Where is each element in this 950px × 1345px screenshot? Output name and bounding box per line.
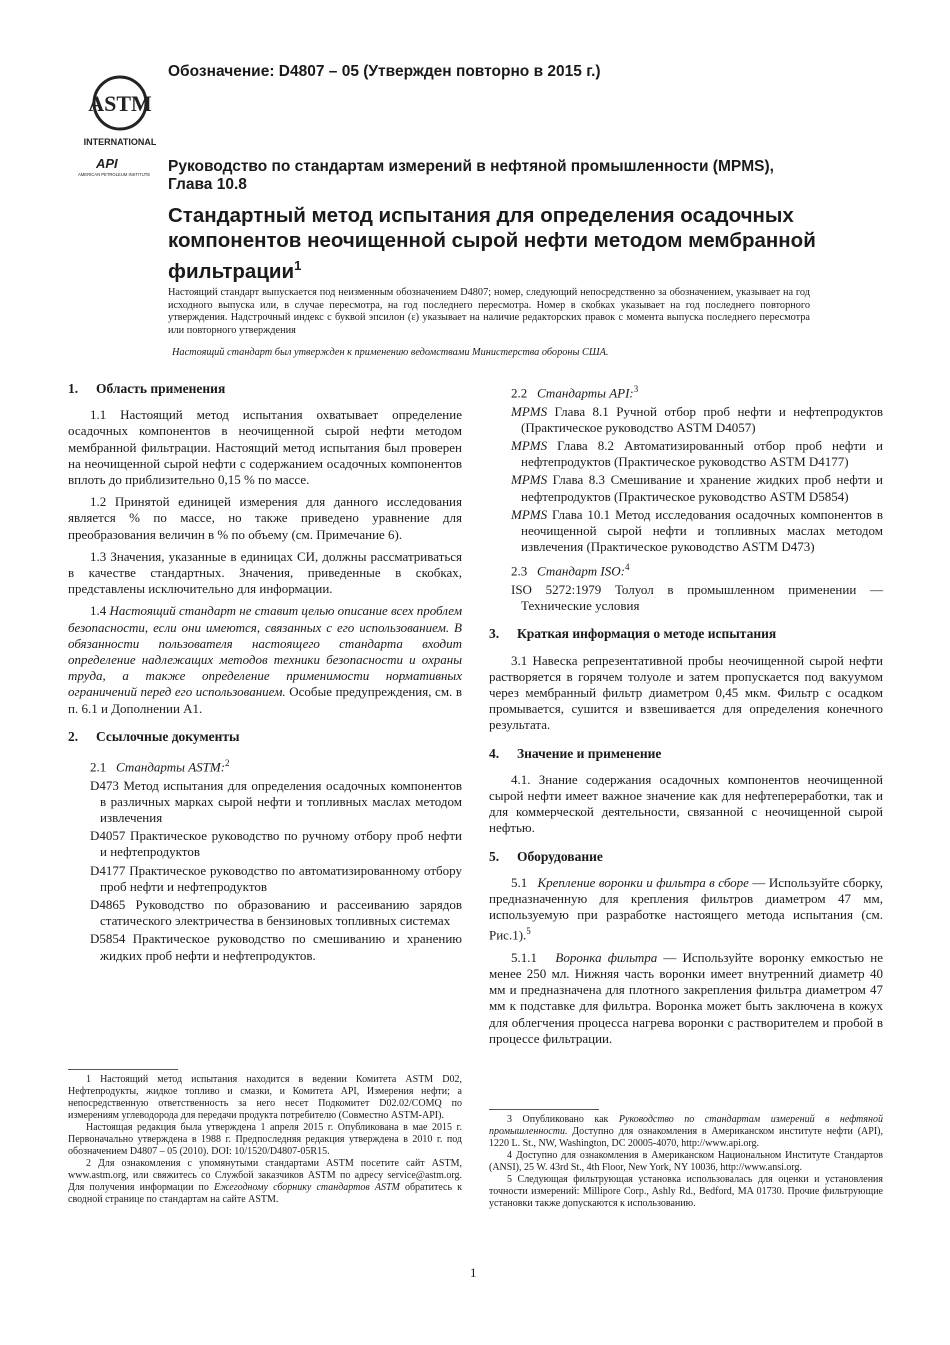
para-number: 2.3 <box>511 563 528 579</box>
astm-logo <box>84 73 156 147</box>
reference-item <box>511 438 883 470</box>
title-footnote-mark: 1 <box>294 258 302 273</box>
para-number: 5.1 <box>511 874 528 890</box>
mpms-label: MPMS <box>511 437 548 453</box>
section-title: Краткая информация о методе испытания <box>517 626 777 642</box>
item-name: Крепление воронки и фильтра в сборе <box>537 874 749 890</box>
astm-standards-label <box>90 755 462 776</box>
reference-item: ISO 5272:1979 Толуол в промышленном применении — Технические условия <box>511 581 883 614</box>
right-column <box>489 381 883 1053</box>
api-logo <box>76 157 160 177</box>
section-number: 3. <box>489 626 500 642</box>
reference-item <box>511 472 883 504</box>
section-4-heading <box>489 746 883 762</box>
section-title: Оборудование <box>517 848 603 864</box>
section-number: 1. <box>68 381 79 396</box>
mpms-label: MPMS <box>511 403 548 419</box>
title-text: Стандартный метод испытания для определения осадочных компонентов неочищенной сырой нефти методом мембранной фильтрации <box>168 204 816 283</box>
section-3-heading <box>489 626 883 642</box>
footnote-divider <box>68 1069 178 1070</box>
reference-text: Глава 8.2 Автоматизированный отбор проб нефти и нефтепродуктов (Практическое руководство ASTM D4177) <box>521 437 883 470</box>
section-1-heading <box>68 381 462 397</box>
reference-item: D473 Метод испытания для определения осадочных компонентов в различных марках сырой нефти и топливных маслах методом извлечения <box>90 777 462 825</box>
para-3-1: 3.1 Навеска репрезентативной пробы неочищенной сырой нефти растворяется в горячем толуоле и затем пропускается под вакуумом через мембранный фильтр диаметром 0,45 мкм. Фильтр с осадком промывается, сушится и взвешивается для определения конечного результата. <box>489 652 883 733</box>
section-5-heading <box>489 849 883 865</box>
label: Стандарт ISO: <box>537 563 625 579</box>
footnotes-left <box>68 1069 462 1206</box>
svg-text:INTERNATIONAL: INTERNATIONAL <box>84 137 156 147</box>
footnote-4: 4 Доступно для ознакомления в Американском Национальном Институте Стандартов (ANSI), 25 W. 43rd St., 4th Floor, New York, NY 10036, http://www.ansi.org. <box>489 1150 883 1173</box>
para-5-1 <box>489 875 883 944</box>
para-1-2: 1.2 Принятой единицей измерения для данного исследования является % по массе, но также приведено уравнение для преобразования величин в % по объему (см. Примечание 6). <box>68 494 462 542</box>
footnote-text: обратитесь к сводной странице по стандартам на сайте ASTM. <box>68 1182 462 1205</box>
reference-text: Глава 8.1 Ручной отбор проб нефти и нефтепродуктов (Практическое руководство ASTM D4057) <box>521 403 883 435</box>
mpms-label: MPMS <box>511 472 548 488</box>
footnote-text: Доступно для ознакомления в Американском институте нефти (API), 1220 L. St., NW, Washington, DC 20005-4070, http://www.api.org. <box>489 1126 883 1149</box>
footnote-mark: 2 <box>225 758 230 769</box>
reference-item <box>511 507 883 556</box>
label: Стандарты ASTM: <box>116 759 226 775</box>
para-4-1: 4.1. Знание содержания осадочных компонентов неочищенной сырой нефти имеет важное значение как для нефтепереработки, так и для коммерческой деятельности, связанной с неочищенной сырой нефтью. <box>489 771 883 836</box>
iso-standard-label <box>511 559 883 580</box>
para-text: — Используйте воронку емкостью не менее 250 мл. Нижняя часть воронки имеет внутренний диаметр 40 мм и предназначена для плотного закрепления фильтра диаметром 47 мм к подставке для фильтра. Воронка может быть заключена в кожух для облегчения процесса нагрева воронки с растворителем и пробой в процессе фильтрации. <box>489 949 883 1046</box>
page-number: 1 <box>470 1265 477 1280</box>
footnote-mark: 4 <box>624 562 630 573</box>
designation: Обозначение: D4807 – 05 (Утвержден повторно в 2015 г.) <box>168 63 601 80</box>
section-2-heading <box>68 729 462 745</box>
footnotes-right <box>489 1109 883 1210</box>
footnote-mark: 3 <box>633 384 639 394</box>
left-column <box>68 381 462 966</box>
svg-text:ASTM: ASTM <box>88 91 152 116</box>
section-title: Ссылочные документы <box>96 728 240 744</box>
item-name: Воронка фильтра <box>555 949 658 965</box>
footnote-1-continued: Настоящая редакция была утверждена 1 апреля 2015 г. Опубликована в мае 2015 г. Первоначально утверждена в 1988 г. Предпоследняя редакция утверждена в 2010 г. под обозначением D4807 – 05 (2010). DOI: 10/1520/D4807-05R15. <box>68 1122 462 1157</box>
svg-text:AMERICAN PETROLEUM INSTITUTE: AMERICAN PETROLEUM INSTITUTE <box>78 172 151 177</box>
issuance-notice: Настоящий стандарт выпускается под неизменным обозначением D4807; номер, следующий непосредственно за обозначением, указывает на год исходного выпуска или, в случае пересмотра, на год последнего пересмотра. Номер в скобках указывает на год последнего повторного утверждения. Надстрочный индекс с буквой эпсилон (ε) указывает на наличие редакторских правок с момента выпуска последнего пересмотра или повторного утверждения <box>168 287 810 336</box>
section-title: Значение и применение <box>517 745 662 761</box>
section-title: Область применения <box>96 381 226 396</box>
para-text: — Используйте сборку, предназначенную для крепления фильтров диаметром 47 мм, используемую при разработке настоящего метода испытания (см. Рис.1). <box>489 874 884 943</box>
footnote-divider <box>489 1109 599 1110</box>
reference-text: Глава 8.3 Смешивание и хранение жидких проб нефти и нефтепродуктов (Практическое руководство ASTM D5854) <box>521 472 883 504</box>
mpms-label: MPMS <box>511 506 548 522</box>
reference-item: D5854 Практическое руководство по смешиванию и хранению жидких проб нефти и нефтепродуктов. <box>90 931 462 963</box>
reference-item: D4865 Руководство по образованию и рассеиванию зарядов статического электричества в бензиновых топливных системах <box>90 897 462 929</box>
para-1-3: 1.3 Значения, указанные в единицах СИ, должны рассматриваться в качестве стандартных. Значения, приведенные в скобках, представлены исключительно для информации. <box>68 548 462 597</box>
para-number: 1.4 <box>90 603 107 619</box>
para-text: Особые предупреждения, см. в п. 6.1 и Дополнении А1. <box>68 684 462 716</box>
para-1-4 <box>68 603 462 716</box>
footnote-text: 2 Для ознакомления с упомянутыми стандартами ASTM посетите сайт ASTM, www.astm.org, или свяжитесь со Службой заказчиков ASTM по адресу service@astm.org. Для получения информации по <box>68 1158 462 1193</box>
footnote-text: 3 Опубликовано как <box>507 1114 619 1125</box>
mpms-chapter: Руководство по стандартам измерений в нефтяной промышленности (MPMS), Глава 10.8 <box>168 158 774 193</box>
astm-reference-list <box>90 778 462 964</box>
footnote-1: 1 Настоящий метод испытания находится в ведении Комитета ASTM D02, Нефтепродукты, жидкое топливо и смазки, и Комитета API, Измерения нефти; а непосредственную ответственность за него несет Подкомитет D02.02/COMQ по измерениям углеводорода для передачи продукта потребителю (Совместно ASTM-API). <box>68 1074 462 1121</box>
reference-item: D4057 Практическое руководство по ручному отбору проб нефти и нефтепродуктов <box>90 828 462 860</box>
footnote-3 <box>489 1114 883 1150</box>
para-number: 2.2 <box>511 385 528 401</box>
footnote-5: 5 Следующая фильтрующая установка использовалась для оценки и установления точности измерений: Millipore Corp., Ashly Rd., Bedford, MA 01730. Прочие фильтрующие установки также допускаются к использованию. <box>489 1174 883 1209</box>
section-number: 4. <box>489 745 500 761</box>
para-number: 5.1.1 <box>511 949 537 965</box>
reference-item: D4177 Практическое руководство по автоматизированному отбору проб нефти и нефтепродуктов <box>90 862 462 894</box>
footnote-italic: Ежегодному сборнику стандартов ASTM <box>214 1182 400 1193</box>
reference-item <box>511 404 883 436</box>
footnote-2 <box>68 1158 462 1206</box>
approval-note: Настоящий стандарт был утвержден к применению ведомствами Министерства обороны США. <box>172 347 609 358</box>
footnote-italic: Руководство по стандартам измерений в нефтяной промышленности. <box>489 1114 884 1137</box>
reference-text: Глава 10.1 Метод исследования осадочных компонентов в неочищенной сырой нефти и топливных маслах методом извлечения (Практическое руководство ASTM D473) <box>521 506 883 555</box>
api-standards-label <box>511 381 883 402</box>
section-number: 5. <box>489 848 500 864</box>
svg-text:API: API <box>96 157 118 171</box>
para-1-1: 1.1 Настоящий метод испытания охватывает определение осадочных компонентов в неочищенной сырой нефти методом мембранной фильтрации. Настоящий метод испытания был проверен на неочищенной сырой нефти с содержанием осадочных компонентов вплоть до приблизительно 0,15 % по массе. <box>68 407 462 488</box>
para-number: 2.1 <box>90 759 107 775</box>
footnote-mark: 5 <box>526 926 531 937</box>
para-5-1-1 <box>489 950 883 1047</box>
document-title <box>168 203 848 284</box>
label: Стандарты API: <box>537 385 634 401</box>
section-number: 2. <box>68 728 79 744</box>
safety-statement: Настоящий стандарт не ставит целью описание всех проблем безопасности, если они имеются, связанных с его использованием. В обязанности пользователя настоящего стандарта входит определение надлежащих методов техники безопасности и охраны труда, а также определение применимости нормативных ограничений перед его использованием. <box>68 603 462 700</box>
